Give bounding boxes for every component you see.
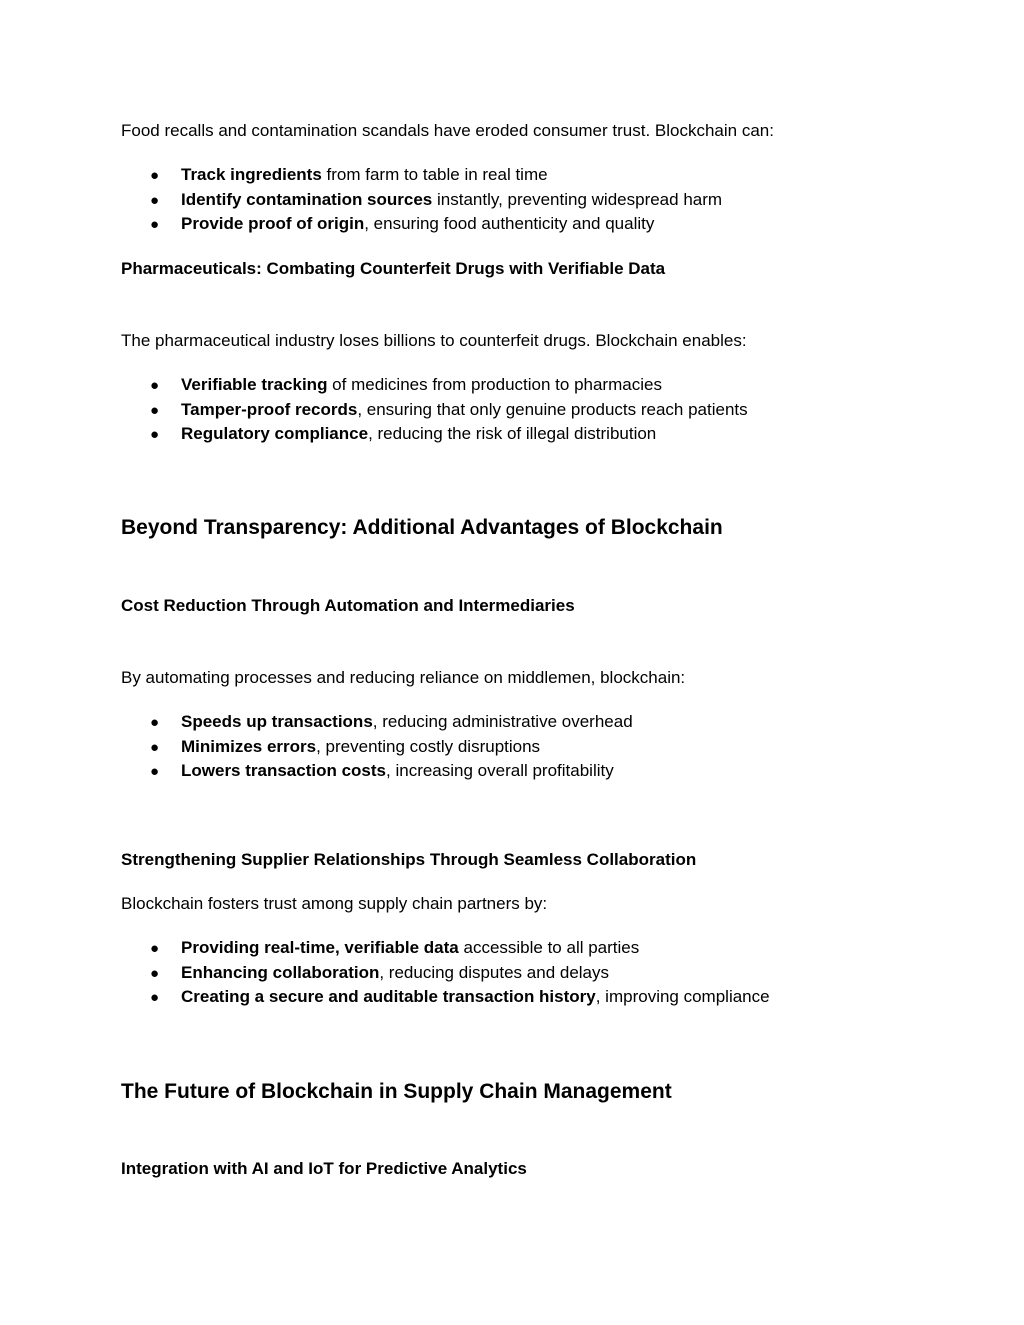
heading-future-of-blockchain: The Future of Blockchain in Supply Chain Management	[121, 1080, 672, 1103]
list-item-text: , ensuring that only genuine products reach patients	[357, 400, 748, 419]
list-item	[150, 737, 540, 758]
list-item-bold: Lowers transaction costs	[181, 761, 387, 780]
list-item-bold: Verifiable tracking	[181, 375, 328, 394]
paragraph-pharma-intro: The pharmaceutical industry loses billions to counterfeit drugs. Blockchain enables:	[121, 331, 747, 350]
list-item-bold: Regulatory compliance	[181, 424, 369, 443]
list-item-text: , improving compliance	[595, 987, 770, 1006]
list-item-text: of medicines from production to pharmacies	[327, 375, 662, 394]
list-item	[150, 712, 633, 733]
list-item	[150, 190, 722, 211]
bullet: ●	[150, 216, 160, 233]
list-item-text: , preventing costly disruptions	[316, 737, 541, 756]
bullet: ●	[150, 739, 160, 756]
list-item	[150, 214, 654, 235]
list-item-text: accessible to all parties	[458, 938, 640, 957]
list-item-text: instantly, preventing widespread harm	[432, 190, 723, 209]
heading-beyond-transparency: Beyond Transparency: Additional Advantages of Blockchain	[121, 516, 723, 539]
list-item-text: , ensuring food authenticity and quality	[364, 214, 655, 233]
list-item	[150, 987, 770, 1008]
list-item-bold: Provide proof of origin	[181, 214, 365, 233]
list-item-bold: Enhancing collaboration	[181, 963, 380, 982]
list-item-bold: Speeds up transactions	[181, 712, 373, 731]
list-item-text: , reducing disputes and delays	[379, 963, 610, 982]
heading-ai-iot-integration: Integration with AI and IoT for Predictive Analytics	[121, 1159, 527, 1178]
paragraph-food-intro: Food recalls and contamination scandals have eroded consumer trust. Blockchain can:	[121, 121, 774, 140]
list-item-text: , reducing administrative overhead	[372, 712, 633, 731]
bullet: ●	[150, 940, 160, 957]
list-item-text: from farm to table in real time	[321, 165, 548, 184]
paragraph-cost-intro: By automating processes and reducing reliance on middlemen, blockchain:	[121, 668, 686, 687]
list-item	[150, 375, 662, 396]
list-item	[150, 400, 748, 421]
paragraph-supplier-intro: Blockchain fosters trust among supply chain partners by:	[121, 894, 548, 913]
list-item-bold: Creating a secure and auditable transaction history	[181, 987, 596, 1006]
heading-pharmaceuticals: Pharmaceuticals: Combating Counterfeit Drugs with Verifiable Data	[121, 259, 666, 278]
bullet: ●	[150, 714, 160, 731]
list-item	[150, 424, 656, 445]
list-item-text: , reducing the risk of illegal distribution	[368, 424, 657, 443]
bullet: ●	[150, 402, 160, 419]
list-item-bold: Tamper-proof records	[181, 400, 358, 419]
bullet: ●	[150, 377, 160, 394]
list-item-bold: Minimizes errors	[181, 737, 317, 756]
heading-supplier-relationships: Strengthening Supplier Relationships Through Seamless Collaboration	[121, 850, 697, 869]
heading-cost-reduction: Cost Reduction Through Automation and Intermediaries	[121, 596, 575, 615]
list-item	[150, 761, 614, 782]
bullet: ●	[150, 192, 160, 209]
list-item	[150, 963, 609, 984]
bullet: ●	[150, 989, 160, 1006]
bullet: ●	[150, 763, 160, 780]
list-item	[150, 938, 639, 959]
list-item-bold: Providing real-time, verifiable data	[181, 938, 459, 957]
list-item-bold: Identify contamination sources	[181, 190, 433, 209]
bullet: ●	[150, 167, 160, 184]
bullet: ●	[150, 965, 160, 982]
bullet: ●	[150, 426, 160, 443]
list-item-text: , increasing overall profitability	[386, 761, 614, 780]
list-item	[150, 165, 548, 186]
list-item-bold: Track ingredients	[181, 165, 322, 184]
